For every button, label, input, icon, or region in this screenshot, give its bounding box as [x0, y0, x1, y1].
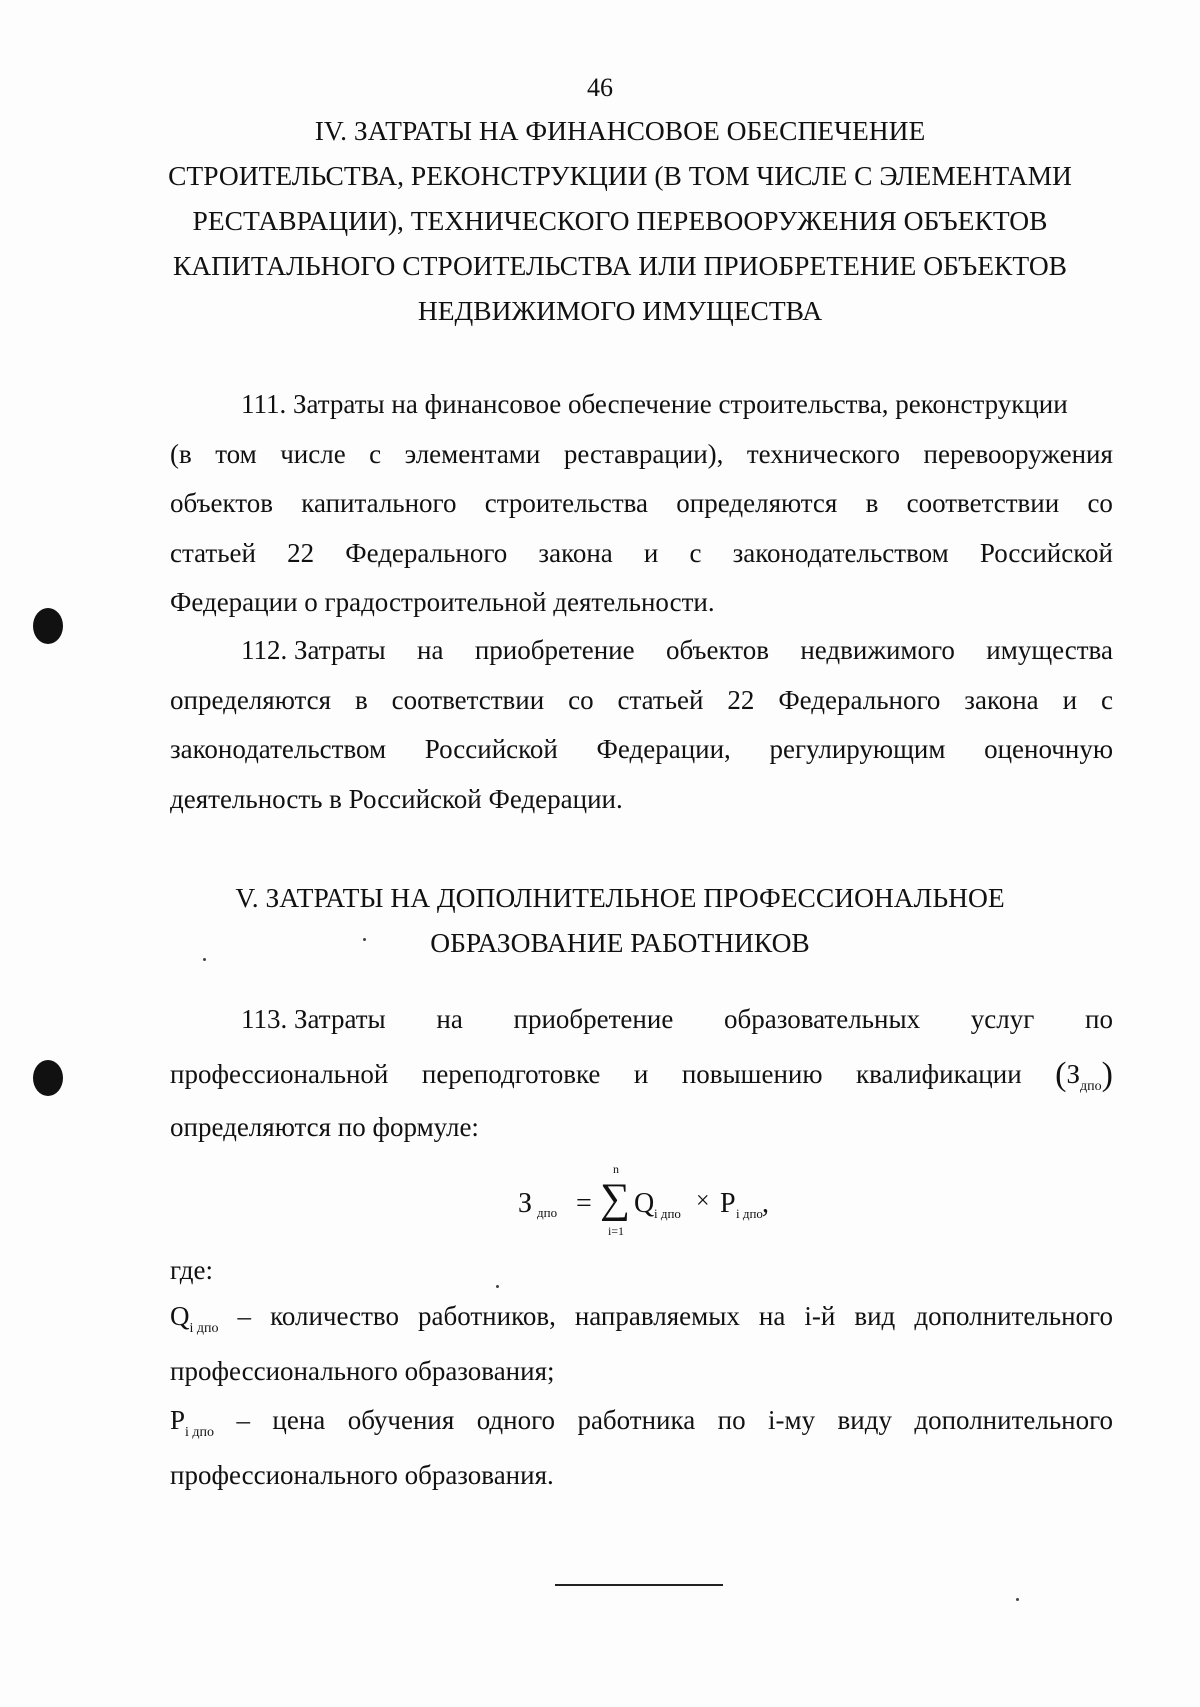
word: с [689, 537, 702, 568]
word: законодательством [170, 734, 387, 764]
text-line [170, 529, 1113, 579]
scan-speck [496, 1285, 499, 1288]
word: Федерации, [596, 734, 731, 764]
text-line: профессионального образования; [170, 1355, 555, 1386]
heading-line: СТРОИТЕЛЬСТВА, РЕКОНСТРУКЦИИ (В ТОМ ЧИСЛЕ С ЭЛЕМЕНТАМИ [168, 160, 1072, 191]
heading-line: НЕДВИЖИМОГО ИМУЩЕСТВА [417, 295, 823, 326]
word: в [865, 488, 879, 518]
symbol-main: З [1066, 1058, 1081, 1089]
word: i-му [768, 1405, 816, 1435]
where-label [170, 1246, 1113, 1296]
text-line [170, 479, 1113, 529]
word: направляемых [574, 1301, 740, 1331]
word: закона [964, 684, 1039, 715]
text-line [170, 578, 1113, 628]
heading-line: РЕСТАВРАЦИИ), ТЕХНИЧЕСКОГО ПЕРЕВООРУЖЕНИЯ ОБЪЕКТОВ [192, 205, 1048, 236]
word: дополнительного [914, 1301, 1113, 1331]
word: по [717, 1405, 746, 1435]
text-line [170, 995, 1113, 1045]
word: – [237, 1301, 252, 1331]
word: реставрации), [563, 438, 724, 469]
word: статьей [617, 684, 704, 715]
scan-speck [203, 958, 206, 961]
word: со [568, 684, 594, 715]
punch-hole-mark [33, 1060, 63, 1096]
word: приобретение [513, 1004, 674, 1034]
text-line [170, 626, 1113, 676]
heading-line: V. ЗАТРАТЫ НА ДОПОЛНИТЕЛЬНОЕ ПРОФЕССИОНАЛЬНОЕ [235, 882, 1005, 913]
def-symbol [170, 1396, 214, 1451]
text-run: Федерации о градостроительной деятельности. [170, 587, 715, 617]
word: в [354, 684, 368, 715]
text-line [170, 380, 1113, 430]
section-4-heading [150, 108, 1090, 333]
word: на [436, 1004, 463, 1034]
word: объектов [665, 635, 769, 665]
word: на [758, 1301, 786, 1331]
word: технического [746, 438, 901, 469]
punch-hole-mark [33, 608, 63, 644]
word: переподготовке [421, 1058, 601, 1089]
formula-lhs-subscript: дпо [537, 1205, 558, 1220]
word: цена [272, 1405, 326, 1435]
section-5-heading [150, 875, 1090, 965]
formula-lhs: З [518, 1188, 533, 1219]
word: квалификации [856, 1058, 1022, 1089]
word: по [1085, 1004, 1113, 1034]
word: (в [170, 438, 192, 469]
scan-speck [363, 938, 366, 941]
heading-line: КАПИТАЛЬНОГО СТРОИТЕЛЬСТВА ИЛИ ПРИОБРЕТЕНИЕ ОБЪЕКТОВ [172, 250, 1068, 281]
sigma-symbol: ∑ [600, 1176, 630, 1222]
word: недвижимого [800, 635, 955, 665]
word: с [369, 438, 382, 469]
word: Федерального [345, 537, 508, 568]
formula-times: × [696, 1188, 710, 1214]
text-run: 111. Затраты на финансовое обеспечение строительства, реконструкции [241, 389, 1068, 419]
word: определяются [676, 488, 838, 518]
word: том [215, 438, 257, 469]
word: виду [837, 1405, 892, 1435]
formula-q-subscript: i дпо [654, 1206, 681, 1221]
text-line [170, 775, 1113, 825]
word: статьей [170, 537, 256, 568]
text-run: деятельность в Российской Федерации. [170, 783, 623, 814]
def-symbol [170, 1292, 219, 1347]
word: i-й [804, 1301, 836, 1331]
formula-p-subscript: i дпо [736, 1206, 763, 1221]
word: строительства [484, 488, 649, 518]
word: соответствии [906, 488, 1060, 518]
word: регулирующим [769, 734, 946, 764]
formula-comma: , [762, 1188, 769, 1219]
word: приобретение [474, 635, 635, 665]
word: соответствии [391, 684, 545, 715]
word: 22 [727, 684, 755, 715]
word: со [1087, 488, 1113, 518]
symbol-main: Q [170, 1301, 190, 1331]
word: 22 [287, 537, 315, 568]
word: Российской [979, 537, 1113, 568]
paragraph-113 [170, 995, 1113, 1152]
paragraph-111 [170, 380, 1113, 628]
word: оценочную [984, 734, 1113, 764]
heading-line: IV. ЗАТРАТЫ НА ФИНАНСОВОЕ ОБЕСПЕЧЕНИЕ [314, 115, 926, 146]
symbol-main: P [170, 1405, 186, 1435]
definitions [170, 1292, 1113, 1500]
symbol-subscript: i дпо [189, 1321, 219, 1336]
formula-p: P [720, 1188, 736, 1219]
word: имущества [986, 635, 1113, 665]
word: Федерального [778, 684, 941, 715]
word: с [1100, 684, 1113, 715]
text-line [170, 1045, 1113, 1103]
word: одного [476, 1405, 556, 1435]
text-line [170, 676, 1113, 726]
word: 113. Затраты [241, 1004, 386, 1034]
cost-symbol: $(З_{дпо})$ [1055, 1055, 1113, 1094]
word: и [643, 537, 659, 568]
word: законодательством [732, 537, 949, 568]
definition-q [170, 1292, 1113, 1347]
text-line: определяются по формуле: [170, 1111, 479, 1142]
word: на [417, 635, 444, 665]
word: элементами [404, 438, 541, 469]
text-line [170, 725, 1113, 775]
word: 112. Затраты [241, 635, 386, 665]
paragraph-112 [170, 626, 1113, 824]
sum-lower-limit: i=1 [607, 1224, 625, 1238]
word: профессиональной [170, 1058, 389, 1089]
text-line: профессионального образования. [170, 1459, 554, 1490]
heading-line: ОБРАЗОВАНИЕ РАБОТНИКОВ [430, 927, 810, 958]
word: работников, [418, 1301, 556, 1331]
definition-p [170, 1396, 1113, 1451]
word: образовательных [724, 1004, 921, 1034]
text-line [170, 430, 1113, 480]
word: Российской [424, 734, 558, 764]
formula-equals: = [576, 1188, 592, 1219]
symbol-subscript: i дпо [185, 1425, 215, 1440]
word: и [633, 1058, 649, 1089]
word: числе [280, 438, 346, 469]
word: услуг [970, 1004, 1035, 1034]
sum-upper-limit: n [613, 1162, 619, 1176]
formula-q: Q [634, 1188, 655, 1219]
word: объектов [170, 488, 273, 518]
word: – [236, 1405, 250, 1435]
end-rule [555, 1584, 723, 1586]
page-number: 46 [587, 73, 613, 102]
word: вид [854, 1301, 896, 1331]
word: и [1062, 684, 1078, 715]
word: капитального [301, 488, 457, 518]
scan-speck [1016, 1598, 1019, 1601]
symbol-subscript: дпо [1080, 1078, 1102, 1094]
word: определяются [170, 684, 332, 715]
text-line: где: [170, 1255, 213, 1285]
word: дополнительного [914, 1405, 1113, 1435]
word: закона [538, 537, 613, 568]
word: повышению [681, 1058, 823, 1089]
word: работника [577, 1405, 696, 1435]
word: перевооружения [923, 438, 1113, 469]
word: обучения [347, 1405, 455, 1435]
word: количество [270, 1301, 399, 1331]
